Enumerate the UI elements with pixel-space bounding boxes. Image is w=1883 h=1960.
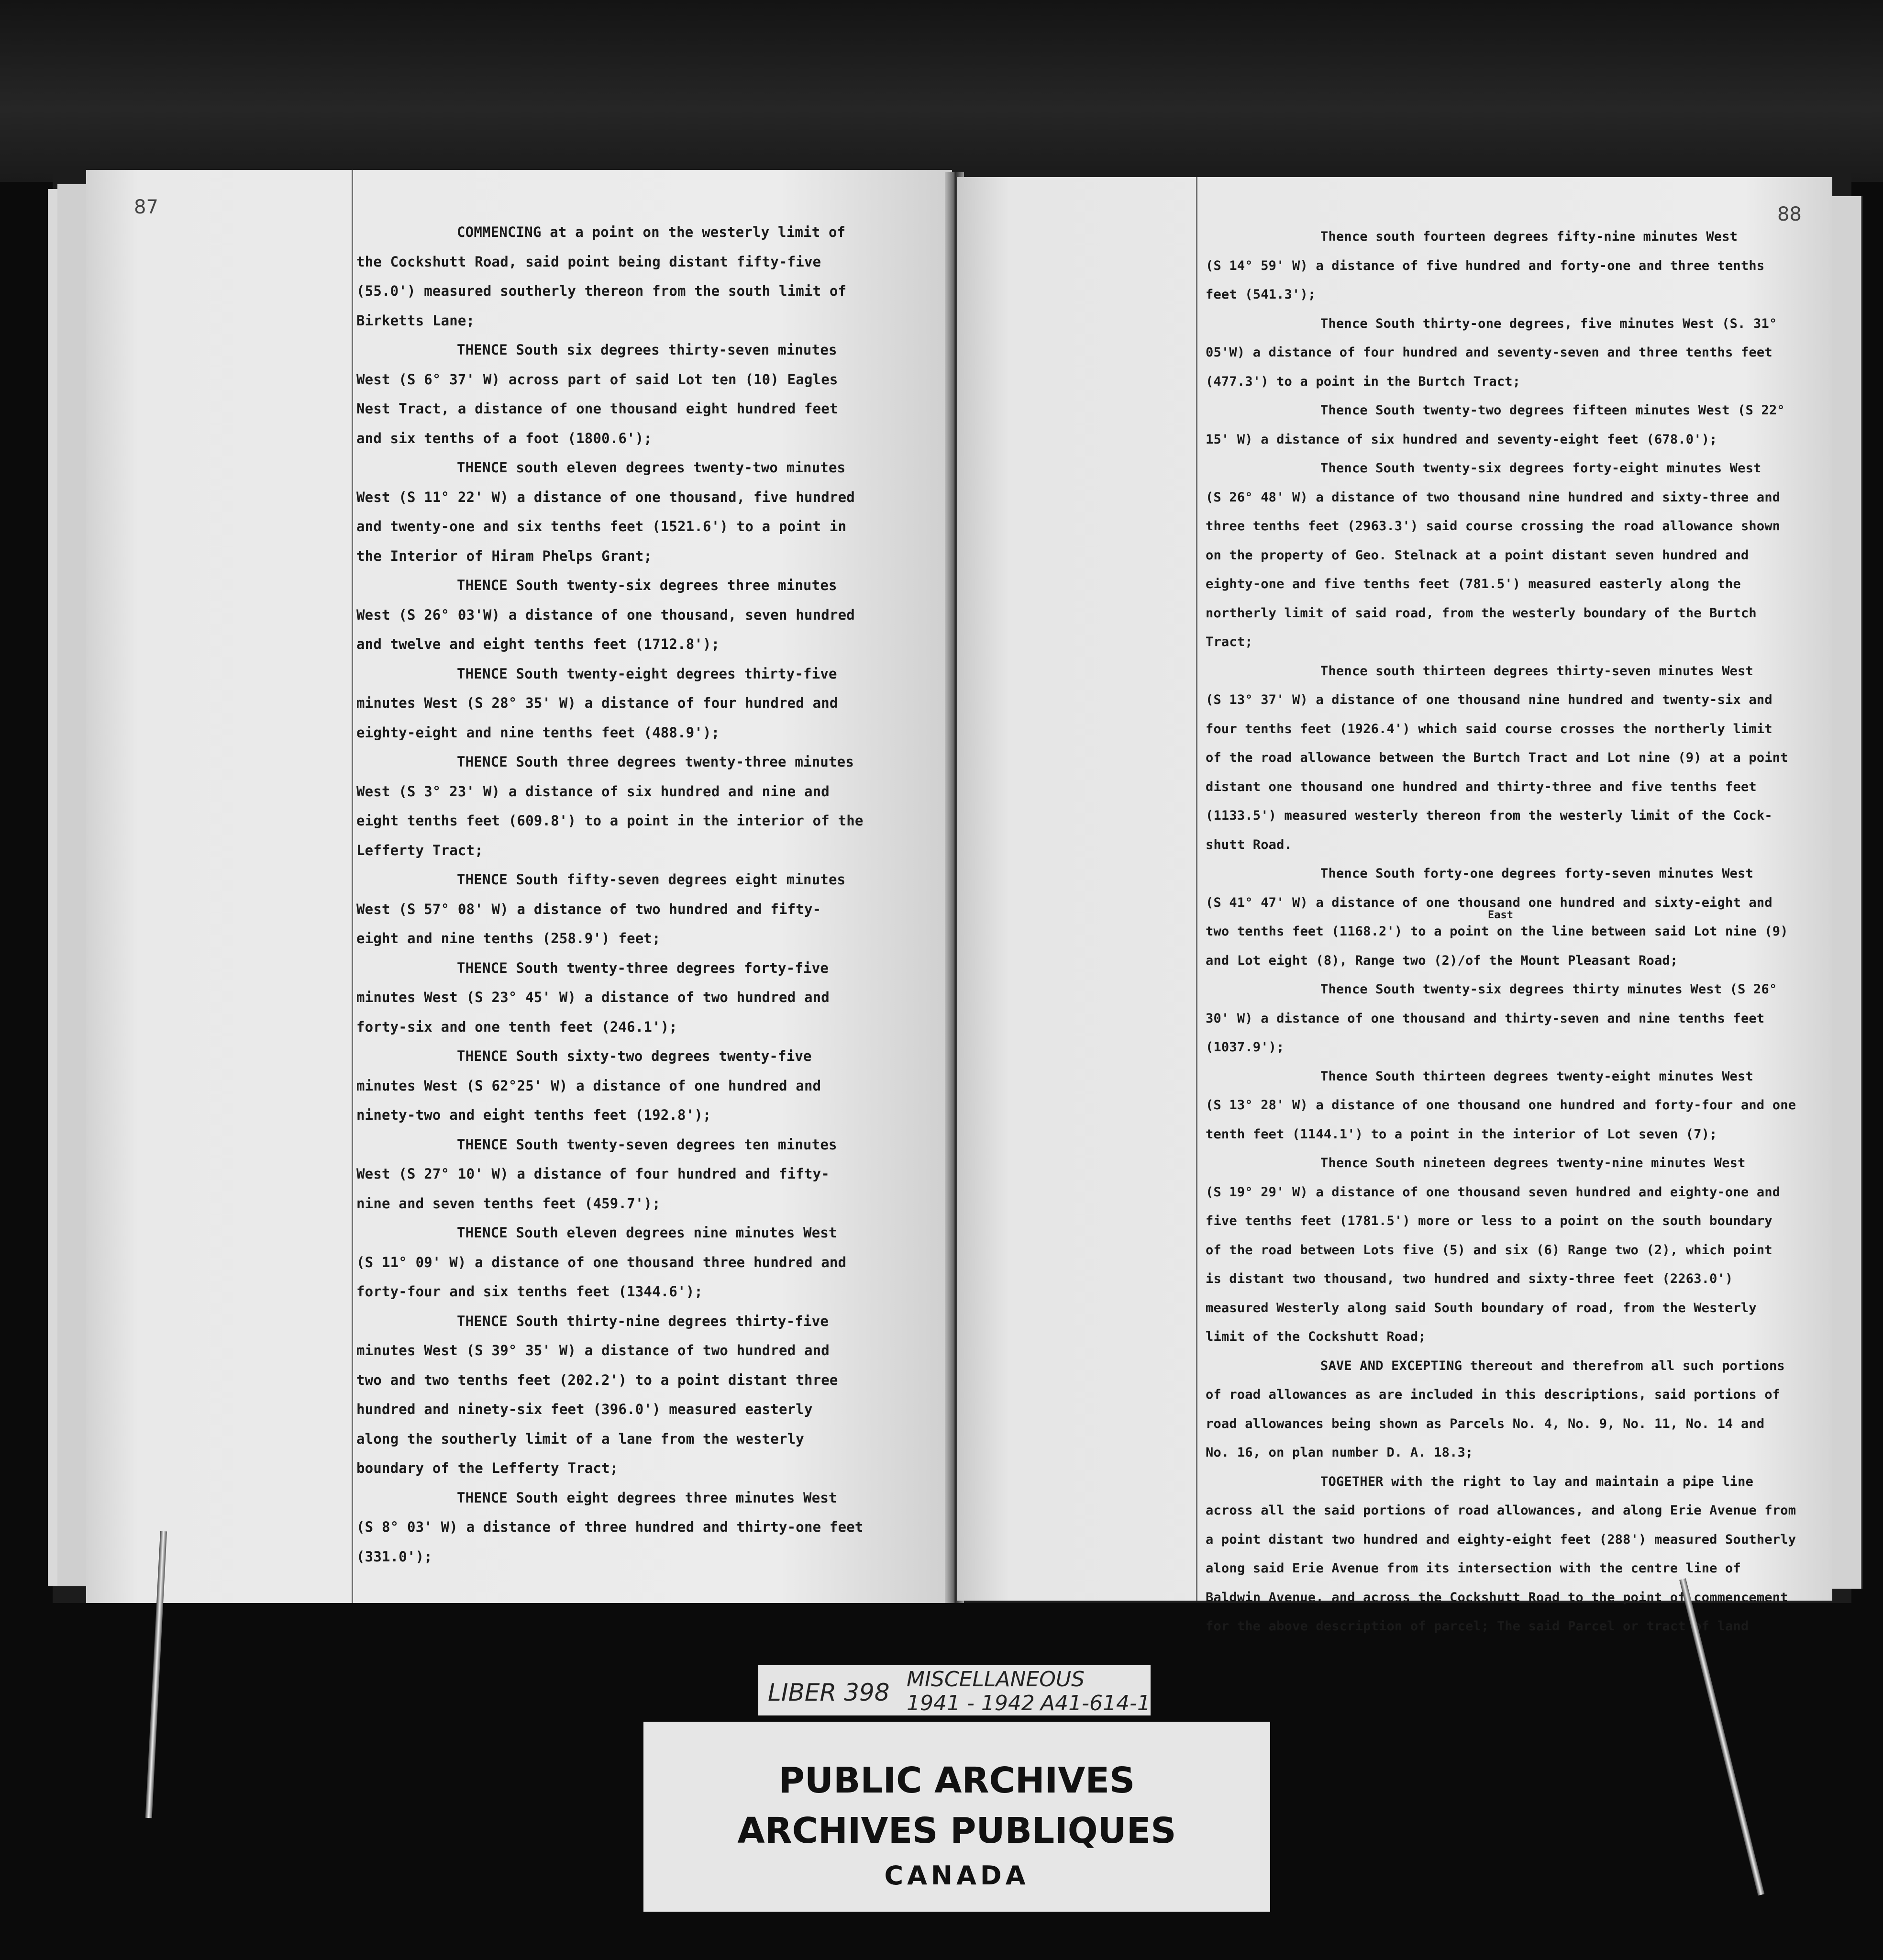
paragraph	[356, 747, 930, 865]
text-line: THENCE South eight degrees three minutes West	[457, 1489, 837, 1506]
text-line: (1037.9');	[1206, 1040, 1285, 1055]
archives-stamp	[643, 1722, 1270, 1912]
page-number: 87	[134, 196, 158, 218]
paragraph	[1206, 310, 1823, 397]
text-line: minutes West (S 39° 35' W) a distance of two hundred and	[356, 1342, 830, 1359]
text-line: (331.0');	[356, 1548, 432, 1565]
text-line: Thence South thirteen degrees twenty-eight minutes West	[1320, 1069, 1754, 1084]
text-line: Thence South thirty-one degrees, five minutes West (S. 31°	[1320, 316, 1777, 331]
left-margin-rule	[352, 170, 353, 1603]
stamp-line-1: PUBLIC ARCHIVES	[778, 1760, 1135, 1801]
text-line: minutes West (S 62°25' W) a distance of one hundred and	[356, 1077, 821, 1094]
text-line: (S 41° 47' W) a distance of one thousand one hundred and sixty-eight and	[1206, 895, 1772, 910]
text-line: (S 11° 09' W) a distance of one thousand three hundred and	[356, 1254, 847, 1270]
paragraph	[356, 453, 930, 571]
text-line: Tract;	[1206, 635, 1253, 649]
text-line: the Interior of Hiram Phelps Grant;	[356, 547, 653, 564]
text-line: (S 14° 59' W) a distance of five hundred and forty-one and three tenths	[1206, 258, 1765, 273]
text-line: (1133.5') measured westerly thereon from the westerly limit of the Cock-	[1206, 808, 1772, 823]
right-page	[957, 177, 1832, 1634]
text-line: (S 13° 37' W) a distance of one thousand nine hundred and twenty-six and	[1206, 692, 1772, 707]
stamp-line-2: ARCHIVES PUBLIQUES	[737, 1810, 1176, 1851]
text-line: (477.3') to a point in the Burtch Tract;	[1206, 374, 1521, 389]
stamp-line-3: CANADA	[884, 1860, 1030, 1891]
text-line: boundary of the Lefferty Tract;	[356, 1460, 619, 1476]
text-line: THENCE South twenty-eight degrees thirty-five	[457, 665, 837, 682]
text-line: (S 8° 03' W) a distance of three hundred and thirty-one feet	[356, 1519, 864, 1535]
text-line: Thence South forty-one degrees forty-seven minutes West	[1320, 866, 1754, 881]
paragraph	[356, 954, 930, 1042]
text-line: West (S 26° 03'W) a distance of one thousand, seven hundred	[356, 606, 855, 623]
slip-title: MISCELLANEOUS	[907, 1667, 1085, 1692]
text-line: on the property of Geo. Stelnack at a point distant seven hundred and	[1206, 547, 1749, 563]
right-page-text	[1206, 223, 1823, 1641]
text-line: THENCE South twenty-six degrees three minutes	[457, 577, 837, 593]
text-line: along said Erie Avenue from its intersection with the centre line of	[1206, 1561, 1741, 1576]
paragraph	[356, 571, 930, 659]
paragraph	[1206, 657, 1823, 860]
text-line: limit of the Cockshutt Road;	[1206, 1329, 1426, 1344]
text-line: THENCE South six degrees thirty-seven minutes	[457, 342, 837, 358]
text-line: West (S 11° 22' W) a distance of one thousand, five hundred	[356, 489, 855, 505]
text-line: THENCE South eleven degrees nine minutes West	[457, 1225, 837, 1241]
text-line: Lefferty Tract;	[356, 842, 483, 858]
text-line: Thence South twenty-six degrees thirty minutes West (S 26°	[1320, 982, 1777, 997]
paragraph	[1206, 859, 1823, 975]
text-line: two and two tenths feet (202.2') to a point distant three	[356, 1371, 838, 1388]
text-line: road allowances being shown as Parcels No. 4, No. 9, No. 11, No. 14 and	[1206, 1416, 1765, 1431]
text-line: 15' W) a distance of six hundred and seventy-eight feet (678.0');	[1206, 432, 1717, 447]
text-line: of road allowances as are included in this descriptions, said portions of	[1206, 1387, 1781, 1402]
text-line: and twenty-one and six tenths feet (1521.6') to a point in	[356, 518, 847, 535]
text-line: for the above description of parcel; The said Parcel or tract of land	[1206, 1619, 1749, 1634]
paragraph	[1206, 454, 1823, 657]
label-slip	[758, 1665, 1151, 1715]
text-line: Nest Tract, a distance of one thousand eight hundred feet	[356, 401, 838, 417]
text-line: Thence South twenty-two degrees fifteen minutes West (S 22°	[1320, 403, 1785, 418]
text-line: THENCE south eleven degrees twenty-two minutes	[457, 459, 846, 476]
text-line: measured Westerly along said South boundary of road, from the Westerly	[1206, 1300, 1757, 1315]
text-line: THENCE South twenty-three degrees forty-five	[457, 959, 829, 976]
handwritten-insertion: East	[1488, 909, 1513, 921]
scan-background	[0, 0, 1883, 182]
text-line: three tenths feet (2963.3') said course crossing the road allowance shown	[1206, 519, 1781, 534]
paragraph	[1206, 1352, 1823, 1468]
text-line: THENCE South fifty-seven degrees eight minutes	[457, 871, 846, 888]
text-line: feet (541.3');	[1206, 287, 1316, 302]
text-line: nine and seven tenths feet (459.7');	[356, 1195, 661, 1212]
text-line: of the road allowance between the Burtch Tract and Lot nine (9) at a point	[1206, 750, 1788, 765]
paragraph	[1206, 396, 1823, 454]
text-line: minutes West (S 28° 35' W) a distance of four hundred and	[356, 695, 838, 711]
text-line: the Cockshutt Road, said point being distant fifty-five	[356, 253, 821, 270]
text-line: and twelve and eight tenths feet (1712.8');	[356, 636, 720, 652]
paragraph	[1206, 975, 1823, 1062]
text-line: five tenths feet (1781.5') more or less to a point on the south boundary	[1206, 1214, 1772, 1228]
text-line: West (S 27° 10' W) a distance of four hundred and fifty-	[356, 1166, 830, 1182]
text-line: eighty-eight and nine tenths feet (488.9');	[356, 724, 720, 741]
text-line: eighty-one and five tenths feet (781.5') measured easterly along the	[1206, 577, 1741, 591]
liber-label: LIBER 398	[768, 1679, 890, 1706]
slip-reference: A41-614-1	[1041, 1691, 1151, 1715]
text-line: northerly limit of said road, from the westerly boundary of the Burtch	[1206, 605, 1757, 621]
right-margin-rule	[1196, 177, 1197, 1601]
paragraph	[356, 1307, 930, 1572]
paragraph	[1206, 223, 1823, 310]
paragraph	[1206, 1468, 1823, 1641]
text-line: across all the said portions of road allowances, and along Erie Avenue from	[1206, 1503, 1796, 1518]
text-line: two tenths feet (1168.2') to a point on the line between said Lot nine (9)	[1206, 924, 1788, 939]
text-line: Thence south fourteen degrees fifty-nine minutes West	[1320, 229, 1738, 244]
paragraph	[356, 865, 930, 954]
paragraph	[356, 1218, 930, 1307]
paragraph	[356, 1042, 930, 1218]
text-line: and six tenths of a foot (1800.6');	[356, 430, 653, 446]
text-line: (S 19° 29' W) a distance of one thousand seven hundred and eighty-one and	[1206, 1184, 1781, 1200]
text-line: THENCE South twenty-seven degrees ten minutes	[457, 1136, 837, 1153]
paragraph	[356, 659, 930, 748]
left-page-text	[356, 218, 930, 1571]
text-line: THENCE South thirty-nine degrees thirty-five	[457, 1313, 829, 1329]
text-line: four tenths feet (1926.4') which said course crosses the northerly limit	[1206, 721, 1772, 736]
text-line: forty-six and one tenth feet (246.1');	[356, 1018, 678, 1035]
text-line: eight tenths feet (609.8') to a point in the interior of the	[356, 813, 864, 829]
text-line: and Lot eight (8), Range two (2)/of the Mount Pleasant Road;	[1206, 953, 1678, 968]
text-line: (55.0') measured southerly thereon from the south limit of	[356, 283, 847, 299]
text-line: a point distant two hundred and eighty-eight feet (288') measured Southerly	[1206, 1532, 1796, 1547]
paragraph	[356, 335, 930, 453]
text-line: Thence south thirteen degrees thirty-seven minutes West	[1320, 663, 1754, 679]
text-line: (S 26° 48' W) a distance of two thousand nine hundred and sixty-three and	[1206, 490, 1781, 505]
text-line: (S 13° 28' W) a distance of one thousand one hundred and forty-four and one	[1206, 1098, 1796, 1113]
left-page	[86, 170, 952, 1603]
text-line: of the road between Lots five (5) and six (6) Range two (2), which point	[1206, 1242, 1772, 1258]
text-line: ninety-two and eight tenths feet (192.8');	[356, 1107, 711, 1123]
text-line: COMMENCING at a point on the westerly limit of	[457, 224, 846, 240]
text-line: distant one thousand one hundred and thirty-three and five tenths feet	[1206, 779, 1757, 794]
text-line: is distant two thousand, two hundred and sixty-three feet (2263.0')	[1206, 1271, 1733, 1286]
text-line: Thence South twenty-six degrees forty-eight minutes West	[1320, 461, 1761, 476]
paragraph	[356, 218, 930, 335]
text-line: SAVE AND EXCEPTING thereout and therefrom all such portions	[1320, 1358, 1785, 1373]
text-line: shutt Road.	[1206, 837, 1293, 852]
text-line: West (S 57° 08' W) a distance of two hundred and fifty-	[356, 901, 821, 917]
text-line: eight and nine tenths (258.9') feet;	[356, 930, 661, 947]
text-line: minutes West (S 23° 45' W) a distance of two hundred and	[356, 989, 830, 1005]
text-line: forty-four and six tenths feet (1344.6');	[356, 1283, 703, 1300]
text-line: Birketts Lane;	[356, 312, 475, 329]
text-line: West (S 6° 37' W) across part of said Lot ten (10) Eagles	[356, 371, 838, 388]
text-line: Thence South nineteen degrees twenty-nine minutes West	[1320, 1156, 1746, 1170]
page-number: 88	[1777, 203, 1802, 225]
paragraph	[1206, 1062, 1823, 1149]
text-line: West (S 3° 23' W) a distance of six hundred and nine and	[356, 783, 830, 800]
text-line: 05'W) a distance of four hundred and seventy-seven and three tenths feet	[1206, 345, 1772, 360]
text-line: hundred and ninety-six feet (396.0') measured easterly	[356, 1401, 813, 1417]
text-line: THENCE South sixty-two degrees twenty-five	[457, 1048, 812, 1064]
paragraph	[1206, 1149, 1823, 1352]
slip-years: 1941 - 1942	[907, 1691, 1035, 1715]
text-line: THENCE South three degrees twenty-three minutes	[457, 754, 854, 770]
text-line: 30' W) a distance of one thousand and thirty-seven and nine tenths feet	[1206, 1011, 1765, 1026]
text-line: along the southerly limit of a lane from the westerly	[356, 1430, 804, 1447]
text-line: tenth feet (1144.1') to a point in the interior of Lot seven (7);	[1206, 1126, 1717, 1142]
text-line: TOGETHER with the right to lay and maintain a pipe line	[1320, 1474, 1754, 1489]
text-line: No. 16, on plan number D. A. 18.3;	[1206, 1445, 1473, 1460]
text-line: Baldwin Avenue, and across the Cockshutt Road to the point of commencement	[1206, 1590, 1788, 1605]
